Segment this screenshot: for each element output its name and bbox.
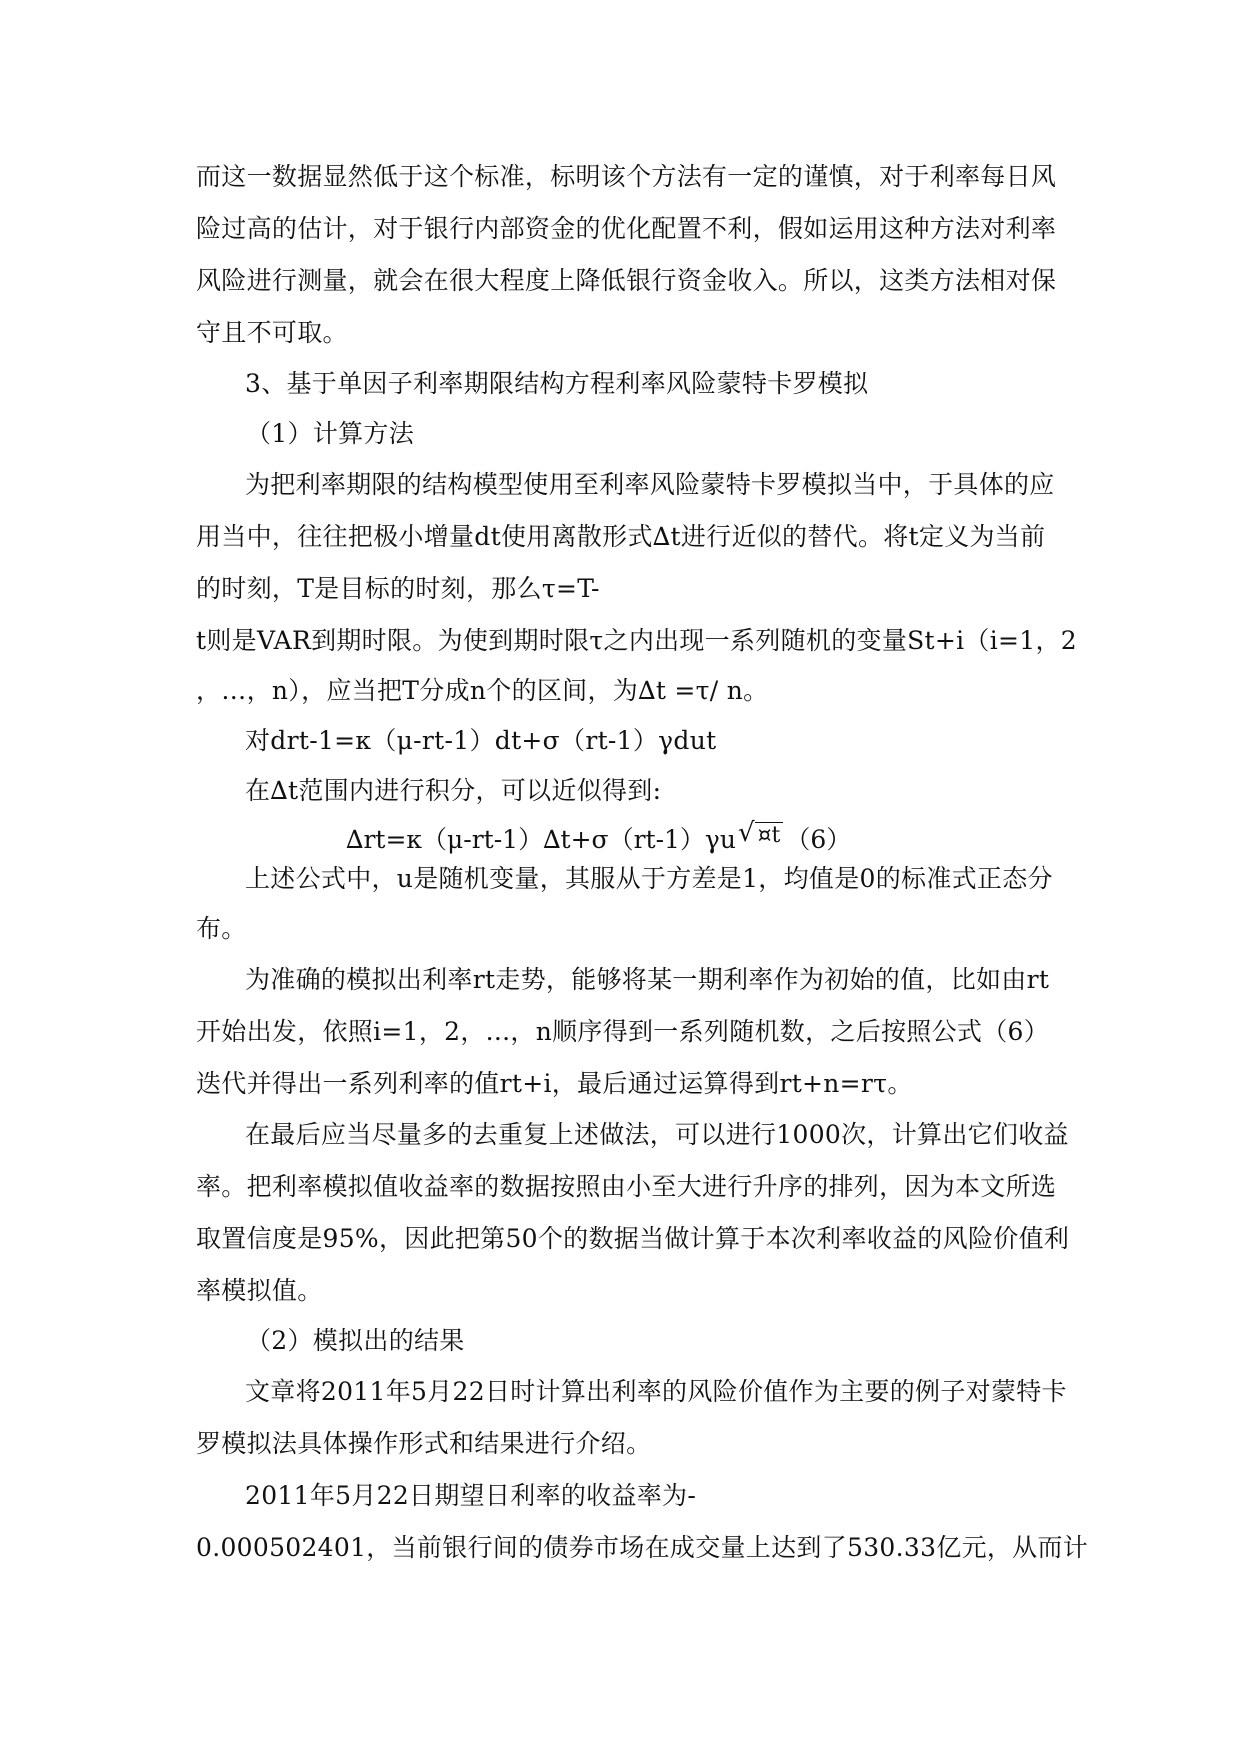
text-line: 迭代并得出一系列利率的值rt+i，最后通过运算得到rt+n=rτ。 <box>196 1069 913 1098</box>
text-line: 取置信度是95%，因此把第50个的数据当做计算于本次利率收益的风险价值利 <box>196 1224 1070 1253</box>
sqrt-sign-icon: √ <box>737 818 755 848</box>
formula-6 <box>346 807 851 857</box>
formula-main: ∆rt=κ（μ-rt-1）∆t+σ（rt-1）γu <box>346 825 736 854</box>
text-line: 而这一数据显然低于这个标准，标明该个方法有一定的谨慎，对于利率每日风 <box>196 162 1057 191</box>
text-line: 为准确的模拟出利率rt走势，能够将某一期利率作为初始的值，比如由rt <box>245 965 1050 994</box>
text-line: 在最后应当尽量多的去重复上述做法，可以进行1000次，计算出它们收益 <box>245 1120 1069 1149</box>
sqrt-content: ¤t <box>755 822 784 849</box>
text-line: 0.000502401，当前银行间的债券市场在成交量上达到了530.33亿元，从而计 <box>196 1533 1089 1562</box>
text-line: 风险进行测量，就会在很大程度上降低银行资金收入。所以，这类方法相对保 <box>196 266 1057 295</box>
text-line: 守且不可取。 <box>196 318 348 347</box>
text-line: 上述公式中，u是随机变量，其服从于方差是1，均值是0的标准式正态分 <box>245 864 1053 893</box>
text-line: 罗模拟法具体操作形式和结果进行介绍。 <box>196 1429 652 1458</box>
text-line: 率。把利率模拟值收益率的数据按照由小至大进行升序的排列，因为本文所选 <box>196 1172 1057 1201</box>
text-line: 布。 <box>196 914 247 943</box>
section-heading: 3、基于单因子利率期限结构方程利率风险蒙特卡罗模拟 <box>245 369 869 398</box>
text-line: 文章将2011年5月22日时计算出利率的风险价值作为主要的例子对蒙特卡 <box>245 1377 1067 1406</box>
text-line: 的时刻，T是目标的时刻，那么τ=T- <box>196 574 600 603</box>
text-line: 开始出发，依照i=1，2，...，n顺序得到一系列随机数，之后按照公式（6） <box>196 1017 1050 1046</box>
text-line: 在∆t范围内进行积分，可以近似得到: <box>245 776 662 805</box>
text-line: 险过高的估计，对于银行内部资金的优化配置不利，假如运用这种方法对利率 <box>196 214 1057 243</box>
text-line: 为把利率期限的结构模型使用至利率风险蒙特卡罗模拟当中，于具体的应 <box>245 470 1055 499</box>
sqrt-term <box>738 818 783 849</box>
subsection-heading: （2）模拟出的结果 <box>246 1326 465 1355</box>
text-line: 2011年5月22日期望日利率的收益率为- <box>245 1481 697 1510</box>
formula-label: （6） <box>785 825 852 854</box>
text-line: ，…，n），应当把T分成n个的区间，为∆t =τ/ n。 <box>196 676 769 705</box>
text-line: 率模拟值。 <box>196 1276 323 1305</box>
subsection-heading: （1）计算方法 <box>246 419 415 448</box>
equation-line: 对drt-1=κ（μ-rt-1）dt+σ（rt-1）γdut <box>245 726 717 755</box>
text-line: 用当中，往往把极小增量dt使用离散形式∆t进行近似的替代。将t定义为当前 <box>196 522 1046 551</box>
text-line: t则是VAR到期时限。为使到期时限τ之内出现一系列随机的变量St+i（i=1，2 <box>196 626 1077 655</box>
